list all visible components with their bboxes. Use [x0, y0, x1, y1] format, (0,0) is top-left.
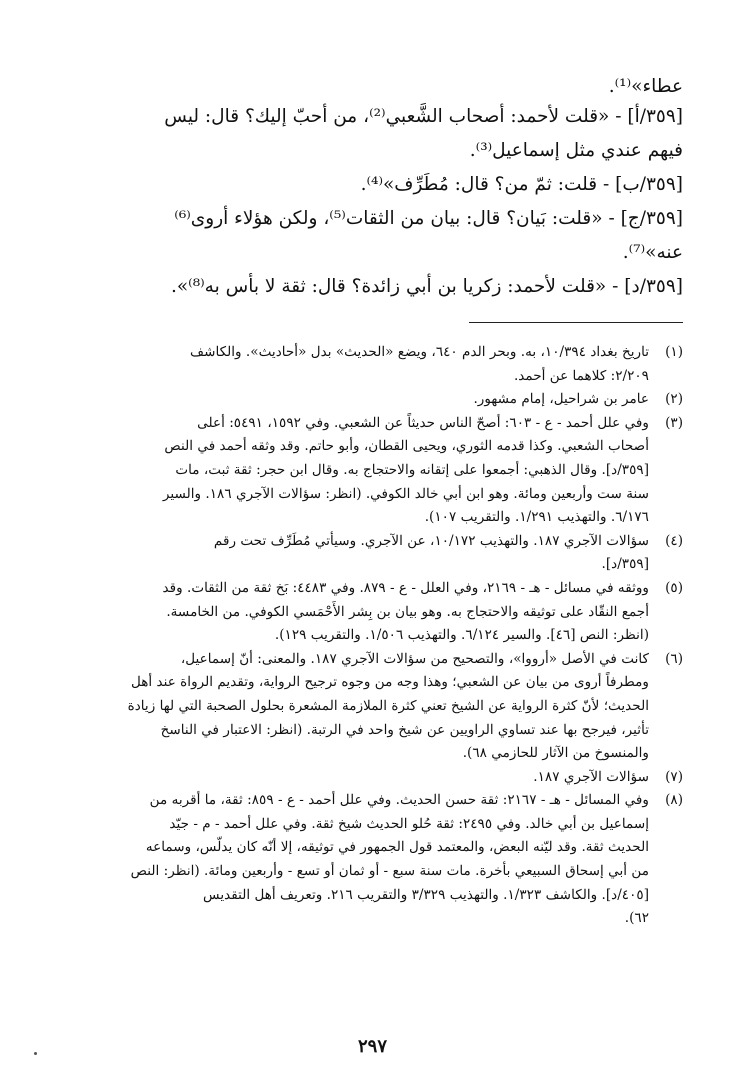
page-number: ٢٩٧: [357, 1036, 387, 1057]
footnote-line: والمنسوخ من الآثار للحازمي ٦٨).: [462, 745, 649, 762]
footnote-line: إسماعيل بن أبي خالد. وفي ٢٤٩٥: ثقة حُلو الحديث شيخ ثقة. وفي علل أحمد - م - جيّد: [169, 815, 649, 832]
footnote-line: تأثير، فيرجح بها عند تساوي الراويين عن شيخ واحد في الرتبة. (انظر: الاعتبار في الناسخ: [160, 721, 649, 738]
footnote-line: تاريخ بغداد ١٠/٣٩٤، به. وبحر الدم ٦٤٠، ويضع «الحديث» بدل «أحاديث». والكاشف: [190, 344, 649, 360]
footnote-line: وفي علل أحمد - ع - ٦٠٣: أصحّ الناس حديثاً عن الشعبي. وفي ١٥٩٢، ٥٤٩١: أعلى: [197, 414, 649, 431]
footnote-line: كانت في الأصل «أرووا»، والتصحيح من سؤالات الآجري ١٨٧. والمعنى: أنّ إسماعيل،: [180, 650, 649, 667]
footnote-number: (٧): [665, 768, 683, 785]
footnote-line: ووثقه في مسائل - هـ - ٢١٦٩، وفي العلل - ع - ٨٧٩. وفي ٤٤٨٣: بَخ ثقة من الثقات. وقد: [162, 579, 649, 596]
main-text-line: [٣٥٩/ب] - قلت: ثمّ من؟ قال: مُطَرِّف»⁽⁴⁾.: [360, 174, 683, 195]
footnote-number: (٢): [665, 391, 683, 408]
footnotes: [58, 341, 683, 931]
footnote-number: (٥): [665, 579, 683, 596]
footnote-body: [58, 341, 649, 388]
footnote-line: سؤالات الآجري ١٨٧.: [533, 768, 649, 785]
footnote-line: [٤٠٥/د]. والكاشف ١/٣٢٣. والتهذيب ٣/٣٢٩ والتقريب ٢١٦. وتعريف أهل التقديس: [203, 886, 649, 903]
footnote-body: [58, 766, 649, 790]
footnote: [58, 530, 683, 577]
footnote-body: [58, 648, 649, 766]
footnote-line: سنة ست وأربعين ومائة. وهو ابن أبي خالد الكوفي. (انظر: سؤالات الآجري ١٨٦. والسير: [162, 485, 649, 502]
footnote-line: [٣٥٩/د]. وقال الذهبي: أجمعوا على إتقانه والاحتجاج به. وقال ابن حجر: ثقة ثبت، مات: [175, 461, 649, 478]
footnote: [58, 577, 683, 648]
footnote-body: [58, 789, 649, 931]
footnote-line: وفي المسائل - هـ - ٢١٦٧: ثقة حسن الحديث. وفي علل أحمد - ع - ٨٥٩: ثقة، ما أقربه من: [149, 792, 649, 809]
footnote-line: أجمع النقّاد على توثيقه والاحتجاج به. وهو بيان بن بِشر الأَحْمَسي الكوفي. من الخامسة.: [166, 603, 649, 620]
main-text-line: عنه»⁽⁷⁾.: [622, 242, 683, 263]
footnote-number: (٤): [665, 532, 683, 549]
footnote-line: [٣٥٩/د].: [601, 556, 649, 573]
main-text-line: فيهم عندي مثل إسماعيل⁽³⁾.: [469, 140, 683, 161]
footnote: [58, 766, 683, 790]
footnote-line: من أبي إسحاق السبيعي بأخرة. مات سنة سبع - أو ثمان أو تسع - وأربعين ومائة. (انظر: النص: [130, 863, 649, 880]
footnote-line: ٦/١٧٦. والتهذيب ١/٢٩١. والتقريب ١٠٧).: [424, 509, 649, 526]
footnote-line: ٦٢).: [624, 910, 649, 927]
footnote-body: [58, 412, 649, 530]
footnote-body: [58, 388, 649, 412]
footnote-line: الحديث ثقة. وقد ليّنه البعض، والمعتمد قول الجمهور في توثيقه، إلا أنّه كان يدلّس، وسماعه: [145, 839, 649, 856]
main-text-line: [٣٥٩/د] - «قلت لأحمد: زكريا بن أبي زائدة؟ قال: ثقة لا بأس به⁽⁸⁾».: [170, 276, 683, 297]
footnote: [58, 388, 683, 412]
footnote: [58, 341, 683, 388]
main-text-line: [٣٥٩/ج] - «قلت: بَيان؟ قال: بيان من الثقات⁽⁵⁾، ولكن هؤلاء أروى⁽⁶⁾: [174, 208, 683, 229]
footnote-line: ومطرفاً أروى من بيان عن الشعبي؛ وهذا وجه من وجوه ترجيح الرواية، وتقديم الرواة عند أهل: [130, 674, 649, 691]
footnote-line: عامر بن شراحيل، إمام مشهور.: [473, 391, 649, 408]
footnote-body: [58, 577, 649, 648]
footnote-body: [58, 530, 649, 577]
footnote-number: (١): [665, 344, 683, 360]
main-text: [60, 74, 683, 304]
footnote-number: (٨): [665, 792, 683, 809]
footnote: [58, 412, 683, 530]
footnote-line: الحديث؛ لأنّ كثرة الرواية عن الشيخ تعني كثرة الملازمة المشعرة بحلول الصحبة التي لها زيادة: [127, 697, 649, 714]
footnote-number: (٣): [665, 414, 683, 431]
main-text-line: عطاء»⁽¹⁾.: [608, 76, 683, 97]
footnote-line: (انظر: النص [٤٦]. والسير ٦/١٢٤. والتهذيب ١/٥٠٦. والتقريب ١٢٩).: [274, 627, 649, 644]
scan-speck: [34, 1052, 37, 1055]
footnote: [58, 648, 683, 766]
footnote: [58, 789, 683, 931]
footnote-number: (٦): [665, 650, 683, 667]
main-text-line: [٣٥٩/أ] - «قلت لأحمد: أصحاب الشَّعبي⁽²⁾، من أحبّ إليك؟ قال: ليس: [164, 106, 683, 127]
footnote-line: أصحاب الشعبي. وكذا قدمه الثوري، ويحيى القطان، وأبو حاتم. وقد وثقه أحمد في النص: [164, 438, 649, 455]
footnote-line: سؤالات الآجري ١٨٧. والتهذيب ١٠/١٧٢، عن الآجري. وسيأتي مُطَرِّف تحت رقم: [213, 532, 649, 549]
footnote-line: ٢/٢٠٩: كلاهما عن أحمد.: [513, 367, 649, 384]
footnote-separator: [469, 322, 683, 323]
